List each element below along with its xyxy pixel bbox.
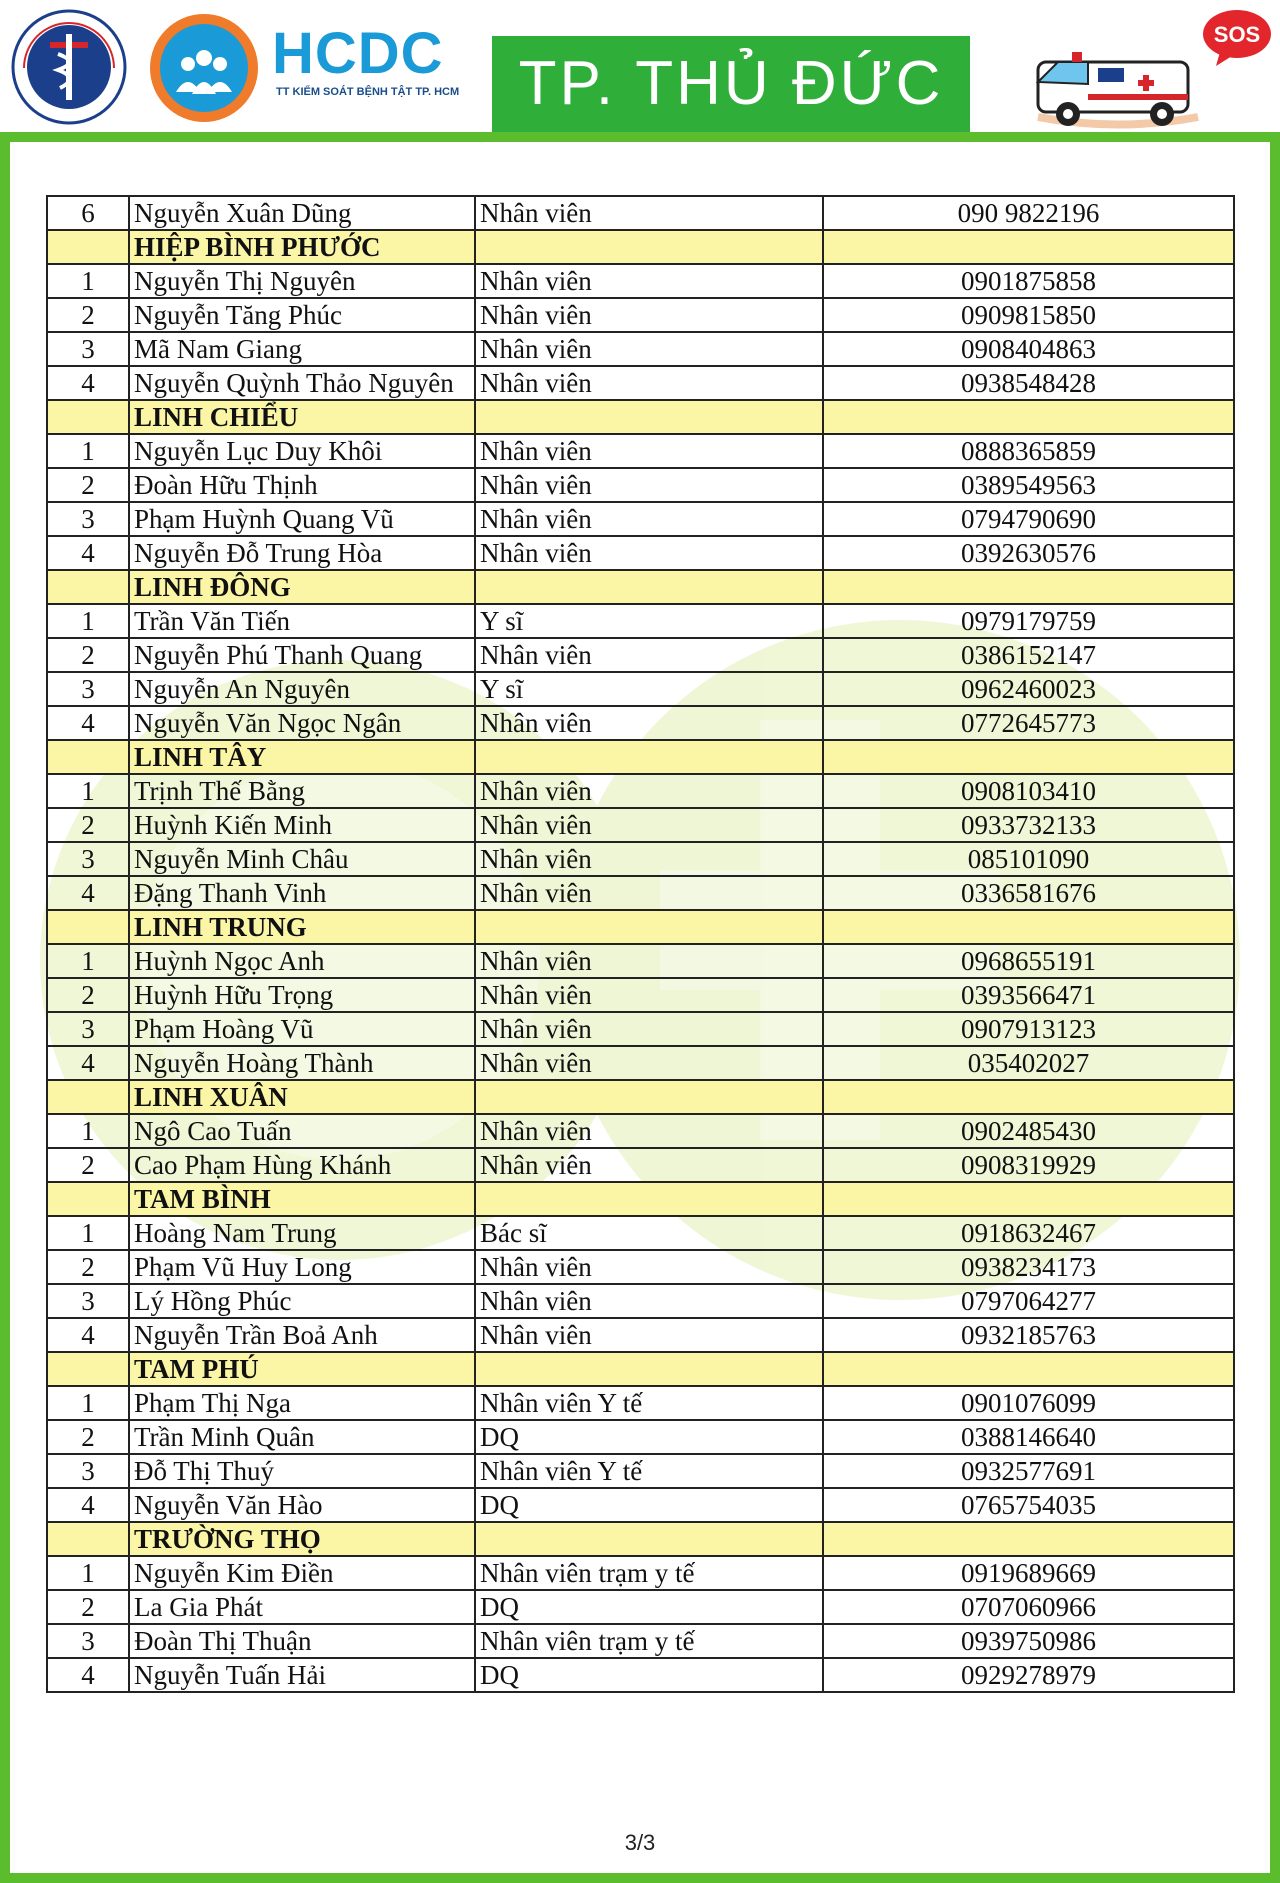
staff-name: Đoàn Thị Thuận xyxy=(129,1624,475,1658)
row-number: 3 xyxy=(47,842,129,876)
ward-role-cell xyxy=(475,570,823,604)
ward-name: TAM BÌNH xyxy=(129,1182,475,1216)
ward-phone-cell xyxy=(823,910,1234,944)
staff-role: Nhân viên xyxy=(475,502,823,536)
staff-phone: 0388146640 xyxy=(823,1420,1234,1454)
staff-role: DQ xyxy=(475,1420,823,1454)
staff-phone: 0888365859 xyxy=(823,434,1234,468)
ward-role-cell xyxy=(475,230,823,264)
ward-phone-cell xyxy=(823,1522,1234,1556)
table-row xyxy=(47,264,1234,298)
staff-name: Đỗ Thị Thuý xyxy=(129,1454,475,1488)
staff-role: Nhân viên xyxy=(475,196,823,230)
sos-label: SOS xyxy=(1213,22,1261,47)
staff-phone: 0901875858 xyxy=(823,264,1234,298)
row-number: 1 xyxy=(47,1114,129,1148)
staff-phone: 0939750986 xyxy=(823,1624,1234,1658)
staff-role: Nhân viên xyxy=(475,1114,823,1148)
table-row xyxy=(47,1012,1234,1046)
table-row xyxy=(47,1114,1234,1148)
staff-name: Nguyễn Văn Ngọc Ngân xyxy=(129,706,475,740)
staff-name: Trần Văn Tiến xyxy=(129,604,475,638)
staff-name: Nguyễn Quỳnh Thảo Nguyên xyxy=(129,366,475,400)
staff-phone: 0765754035 xyxy=(823,1488,1234,1522)
staff-phone: 0929278979 xyxy=(823,1658,1234,1692)
ward-role-cell xyxy=(475,1352,823,1386)
brand-subtitle: TT KIỂM SOÁT BỆNH TẬT TP. HCM xyxy=(276,86,460,98)
staff-phone: 0336581676 xyxy=(823,876,1234,910)
staff-name: La Gia Phát xyxy=(129,1590,475,1624)
row-number: 4 xyxy=(47,1488,129,1522)
ward-role-cell xyxy=(475,1182,823,1216)
ward-stt-cell xyxy=(47,570,129,604)
row-number: 6 xyxy=(47,196,129,230)
table-row xyxy=(47,672,1234,706)
staff-role: Y sĩ xyxy=(475,672,823,706)
staff-role: Nhân viên Y tế xyxy=(475,1386,823,1420)
row-number: 1 xyxy=(47,1216,129,1250)
staff-role: Nhân viên xyxy=(475,944,823,978)
staff-role: DQ xyxy=(475,1590,823,1624)
ward-stt-cell xyxy=(47,740,129,774)
table-row xyxy=(47,1556,1234,1590)
staff-role: Nhân viên xyxy=(475,366,823,400)
staff-name: Đặng Thanh Vinh xyxy=(129,876,475,910)
staff-role: Nhân viên xyxy=(475,1148,823,1182)
staff-name: Phạm Thị Nga xyxy=(129,1386,475,1420)
ward-stt-cell xyxy=(47,1522,129,1556)
ward-role-cell xyxy=(475,1080,823,1114)
staff-phone: 0772645773 xyxy=(823,706,1234,740)
row-number: 1 xyxy=(47,1386,129,1420)
staff-phone: 0962460023 xyxy=(823,672,1234,706)
row-number: 3 xyxy=(47,672,129,706)
table-row xyxy=(47,536,1234,570)
staff-name: Nguyễn Kim Điền xyxy=(129,1556,475,1590)
row-number: 2 xyxy=(47,978,129,1012)
staff-phone: 0393566471 xyxy=(823,978,1234,1012)
staff-phone: 0908103410 xyxy=(823,774,1234,808)
ward-header-row xyxy=(47,1352,1234,1386)
staff-name: Nguyễn Lục Duy Khôi xyxy=(129,434,475,468)
ward-phone-cell xyxy=(823,1352,1234,1386)
staff-name: Lý Hồng Phúc xyxy=(129,1284,475,1318)
staff-role: Nhân viên xyxy=(475,1318,823,1352)
staff-phone: 0386152147 xyxy=(823,638,1234,672)
staff-phone: 0938234173 xyxy=(823,1250,1234,1284)
staff-role: Nhân viên xyxy=(475,264,823,298)
table-row xyxy=(47,706,1234,740)
table-row xyxy=(47,332,1234,366)
ward-header-row xyxy=(47,910,1234,944)
staff-role: Nhân viên trạm y tế xyxy=(475,1624,823,1658)
table-row xyxy=(47,1624,1234,1658)
ward-header-row xyxy=(47,400,1234,434)
health-department-logo-icon xyxy=(10,8,128,126)
staff-role: Nhân viên xyxy=(475,706,823,740)
table-row xyxy=(47,196,1234,230)
staff-role: Nhân viên xyxy=(475,638,823,672)
row-number: 4 xyxy=(47,536,129,570)
staff-name: Huỳnh Kiến Minh xyxy=(129,808,475,842)
staff-phone: 0932185763 xyxy=(823,1318,1234,1352)
ward-stt-cell xyxy=(47,1080,129,1114)
row-number: 2 xyxy=(47,1148,129,1182)
row-number: 2 xyxy=(47,638,129,672)
ward-phone-cell xyxy=(823,230,1234,264)
table-row xyxy=(47,604,1234,638)
staff-phone: 0908319929 xyxy=(823,1148,1234,1182)
staff-name: Phạm Vũ Huy Long xyxy=(129,1250,475,1284)
staff-role: DQ xyxy=(475,1488,823,1522)
table-row xyxy=(47,1454,1234,1488)
staff-phone: 0933732133 xyxy=(823,808,1234,842)
staff-role: Nhân viên xyxy=(475,876,823,910)
row-number: 4 xyxy=(47,1318,129,1352)
table-row xyxy=(47,1318,1234,1352)
ward-phone-cell xyxy=(823,1080,1234,1114)
row-number: 2 xyxy=(47,1590,129,1624)
table-row xyxy=(47,808,1234,842)
table-row xyxy=(47,468,1234,502)
ward-role-cell xyxy=(475,400,823,434)
staff-name: Nguyễn Minh Châu xyxy=(129,842,475,876)
staff-phone: 090 9822196 xyxy=(823,196,1234,230)
table-row xyxy=(47,298,1234,332)
table-row xyxy=(47,366,1234,400)
ward-header-row xyxy=(47,570,1234,604)
staff-phone: 035402027 xyxy=(823,1046,1234,1080)
staff-name: Nguyễn An Nguyên xyxy=(129,672,475,706)
staff-name: Nguyễn Hoàng Thành xyxy=(129,1046,475,1080)
staff-phone: 0932577691 xyxy=(823,1454,1234,1488)
staff-role: Nhân viên xyxy=(475,1250,823,1284)
row-number: 3 xyxy=(47,1012,129,1046)
staff-phone: 0908404863 xyxy=(823,332,1234,366)
staff-name: Phạm Huỳnh Quang Vũ xyxy=(129,502,475,536)
staff-role: Nhân viên xyxy=(475,1284,823,1318)
staff-phone: 0919689669 xyxy=(823,1556,1234,1590)
staff-phone: 0918632467 xyxy=(823,1216,1234,1250)
staff-role: Bác sĩ xyxy=(475,1216,823,1250)
table-row xyxy=(47,1216,1234,1250)
staff-role: Nhân viên xyxy=(475,332,823,366)
brand-name: HCDC xyxy=(272,21,444,86)
row-number: 4 xyxy=(47,1046,129,1080)
staff-name: Phạm Hoàng Vũ xyxy=(129,1012,475,1046)
row-number: 2 xyxy=(47,808,129,842)
table-row xyxy=(47,944,1234,978)
row-number: 3 xyxy=(47,1624,129,1658)
page-number: 3/3 xyxy=(624,1830,656,1855)
hcdc-logo-icon xyxy=(148,12,260,124)
row-number: 3 xyxy=(47,332,129,366)
staff-phone: 0968655191 xyxy=(823,944,1234,978)
row-number: 1 xyxy=(47,774,129,808)
row-number: 3 xyxy=(47,1284,129,1318)
row-number: 2 xyxy=(47,298,129,332)
ward-stt-cell xyxy=(47,400,129,434)
row-number: 1 xyxy=(47,1556,129,1590)
ward-role-cell xyxy=(475,910,823,944)
staff-name: Nguyễn Văn Hào xyxy=(129,1488,475,1522)
table-row xyxy=(47,1046,1234,1080)
ward-phone-cell xyxy=(823,740,1234,774)
row-number: 2 xyxy=(47,468,129,502)
table-row xyxy=(47,1284,1234,1318)
ward-phone-cell xyxy=(823,1182,1234,1216)
ward-name: LINH TRUNG xyxy=(129,910,475,944)
staff-name: Mã Nam Giang xyxy=(129,332,475,366)
row-number: 1 xyxy=(47,604,129,638)
staff-phone: 0901076099 xyxy=(823,1386,1234,1420)
staff-phone: 0907913123 xyxy=(823,1012,1234,1046)
ward-stt-cell xyxy=(47,910,129,944)
table-row xyxy=(47,774,1234,808)
row-number: 1 xyxy=(47,944,129,978)
ward-stt-cell xyxy=(47,1182,129,1216)
table-row xyxy=(47,1420,1234,1454)
table-row xyxy=(47,978,1234,1012)
row-number: 4 xyxy=(47,876,129,910)
table-row xyxy=(47,1148,1234,1182)
staff-name: Huỳnh Hữu Trọng xyxy=(129,978,475,1012)
table-row xyxy=(47,1386,1234,1420)
staff-name: Cao Phạm Hùng Khánh xyxy=(129,1148,475,1182)
ward-phone-cell xyxy=(823,400,1234,434)
table-row xyxy=(47,842,1234,876)
ward-header-row xyxy=(47,230,1234,264)
staff-phone: 085101090 xyxy=(823,842,1234,876)
staff-role: DQ xyxy=(475,1658,823,1692)
staff-contact-table xyxy=(46,195,1235,1693)
staff-role: Nhân viên xyxy=(475,978,823,1012)
staff-phone: 0794790690 xyxy=(823,502,1234,536)
row-number: 4 xyxy=(47,1658,129,1692)
table-row xyxy=(47,502,1234,536)
row-number: 3 xyxy=(47,502,129,536)
staff-role: Nhân viên xyxy=(475,298,823,332)
staff-name: Trần Minh Quân xyxy=(129,1420,475,1454)
table-row xyxy=(47,1590,1234,1624)
ward-name: LINH TÂY xyxy=(129,740,475,774)
page-header xyxy=(0,0,1280,138)
staff-role: Nhân viên xyxy=(475,1012,823,1046)
ward-name: LINH CHIỂU xyxy=(129,400,475,434)
staff-role: Y sĩ xyxy=(475,604,823,638)
staff-phone: 0909815850 xyxy=(823,298,1234,332)
ambulance-icon xyxy=(1028,22,1208,132)
staff-role: Nhân viên xyxy=(475,536,823,570)
ward-phone-cell xyxy=(823,570,1234,604)
ward-role-cell xyxy=(475,740,823,774)
staff-name: Nguyễn Thị Nguyên xyxy=(129,264,475,298)
staff-name: Nguyễn Tuấn Hải xyxy=(129,1658,475,1692)
staff-name: Nguyễn Phú Thanh Quang xyxy=(129,638,475,672)
staff-phone: 0797064277 xyxy=(823,1284,1234,1318)
staff-role: Nhân viên xyxy=(475,468,823,502)
staff-name: Huỳnh Ngọc Anh xyxy=(129,944,475,978)
staff-name: Trịnh Thế Bằng xyxy=(129,774,475,808)
row-number: 1 xyxy=(47,434,129,468)
ward-role-cell xyxy=(475,1522,823,1556)
ward-name: TAM PHÚ xyxy=(129,1352,475,1386)
staff-phone: 0979179759 xyxy=(823,604,1234,638)
ward-stt-cell xyxy=(47,230,129,264)
row-number: 3 xyxy=(47,1454,129,1488)
staff-phone: 0938548428 xyxy=(823,366,1234,400)
ward-name: TRƯỜNG THỌ xyxy=(129,1522,475,1556)
row-number: 2 xyxy=(47,1250,129,1284)
row-number: 2 xyxy=(47,1420,129,1454)
staff-role: Nhân viên xyxy=(475,1046,823,1080)
row-number: 1 xyxy=(47,264,129,298)
staff-name: Nguyễn Đỗ Trung Hòa xyxy=(129,536,475,570)
table-row xyxy=(47,876,1234,910)
staff-name: Đoàn Hữu Thịnh xyxy=(129,468,475,502)
row-number: 4 xyxy=(47,706,129,740)
ward-name: LINH XUÂN xyxy=(129,1080,475,1114)
staff-phone: 0902485430 xyxy=(823,1114,1234,1148)
staff-name: Nguyễn Trần Boả Anh xyxy=(129,1318,475,1352)
staff-name: Nguyễn Tăng Phúc xyxy=(129,298,475,332)
table-row xyxy=(47,1488,1234,1522)
staff-role: Nhân viên Y tế xyxy=(475,1454,823,1488)
staff-role: Nhân viên xyxy=(475,842,823,876)
ward-header-row xyxy=(47,1080,1234,1114)
staff-phone: 0707060966 xyxy=(823,1590,1234,1624)
staff-phone: 0389549563 xyxy=(823,468,1234,502)
ward-header-row xyxy=(47,740,1234,774)
table-row xyxy=(47,638,1234,672)
staff-role: Nhân viên xyxy=(475,808,823,842)
staff-role: Nhân viên trạm y tế xyxy=(475,1556,823,1590)
staff-role: Nhân viên xyxy=(475,774,823,808)
table-row xyxy=(47,1658,1234,1692)
staff-phone: 0392630576 xyxy=(823,536,1234,570)
ward-stt-cell xyxy=(47,1352,129,1386)
row-number: 4 xyxy=(47,366,129,400)
staff-name: Ngô Cao Tuấn xyxy=(129,1114,475,1148)
sos-bubble-icon xyxy=(1200,8,1274,68)
staff-name: Nguyễn Xuân Dũng xyxy=(129,196,475,230)
ward-header-row xyxy=(47,1182,1234,1216)
table-row xyxy=(47,1250,1234,1284)
staff-role: Nhân viên xyxy=(475,434,823,468)
staff-name: Hoàng Nam Trung xyxy=(129,1216,475,1250)
table-row xyxy=(47,434,1234,468)
ward-name: HIỆP BÌNH PHƯỚC xyxy=(129,230,475,264)
page-title: TP. THỦ ĐỨC xyxy=(492,36,970,132)
ward-header-row xyxy=(47,1522,1234,1556)
ward-name: LINH ĐÔNG xyxy=(129,570,475,604)
